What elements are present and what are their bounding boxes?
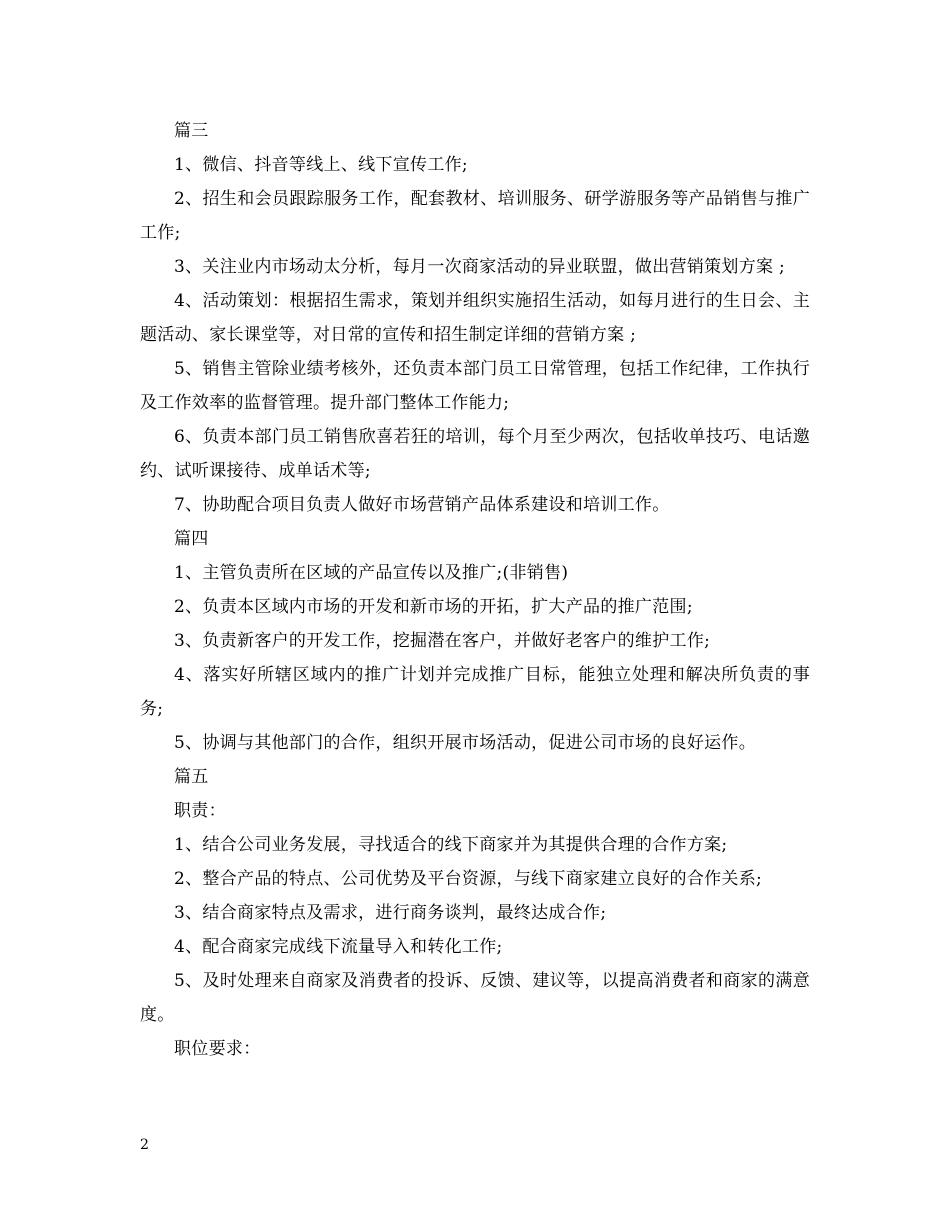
paragraph: 3、负责新客户的开发工作，挖掘潜在客户，并做好老客户的维护工作; (174, 631, 711, 651)
paragraph: 1、主管负责所在区域的产品宣传以及推广;(非销售) (174, 563, 569, 583)
paragraph: 1、微信、抖音等线上、线下宣传工作; (174, 155, 468, 175)
paragraph: 5、销售主管除业绩考核外，还负责本部门员工日常管理，包括工作纪律，工作执行及工作效率的监督管理。提升部门整体工作能力; (140, 359, 810, 413)
section-heading-4: 篇四 (174, 529, 209, 549)
paragraph: 4、落实好所辖区域内的推广计划并完成推广目标，能独立处理和解决所负责的事务; (140, 665, 810, 719)
paragraph: 2、招生和会员跟踪服务工作，配套教材、培训服务、研学游服务等产品销售与推广工作; (140, 189, 810, 243)
section-heading-3: 篇三 (174, 121, 209, 141)
paragraph: 7、协助配合项目负责人做好市场营销产品体系建设和培训工作。 (174, 495, 670, 515)
paragraph: 2、整合产品的特点、公司优势及平台资源，与线下商家建立良好的合作关系; (174, 869, 763, 889)
subheading-requirements: 职位要求： (174, 1039, 261, 1059)
subheading-duties: 职责： (174, 801, 226, 821)
paragraph: 1、结合公司业务发展，寻找适合的线下商家并为其提供合理的合作方案; (174, 835, 728, 855)
paragraph: 5、及时处理来自商家及消费者的投诉、反馈、建议等，以提高消费者和商家的满意度。 (140, 971, 810, 1025)
page-number: 2 (140, 1137, 149, 1153)
paragraph: 5、协调与其他部门的合作，组织开展市场活动，促进公司市场的良好运作。 (174, 733, 757, 753)
paragraph: 3、关注业内市场动太分析，每月一次商家活动的异业联盟，做出营销策划方案 ; (174, 257, 786, 277)
paragraph: 2、负责本区域内市场的开发和新市场的开拓，扩大产品的推广范围; (174, 597, 693, 617)
paragraph: 4、配合商家完成线下流量导入和转化工作; (174, 937, 503, 957)
section-heading-5: 篇五 (174, 767, 209, 787)
paragraph: 3、结合商家特点及需求，进行商务谈判，最终达成合作; (174, 903, 607, 923)
document-body (140, 114, 810, 1066)
paragraph: 4、活动策划：根据招生需求，策划并组织实施招生活动，如每月进行的生日会、主题活动、家长课堂等，对日常的宣传和招生制定详细的营销方案 ; (140, 291, 810, 345)
paragraph: 6、负责本部门员工销售欣喜若狂的培训，每个月至少两次，包括收单技巧、电话邀约、试听课接待、成单话术等; (140, 427, 810, 481)
